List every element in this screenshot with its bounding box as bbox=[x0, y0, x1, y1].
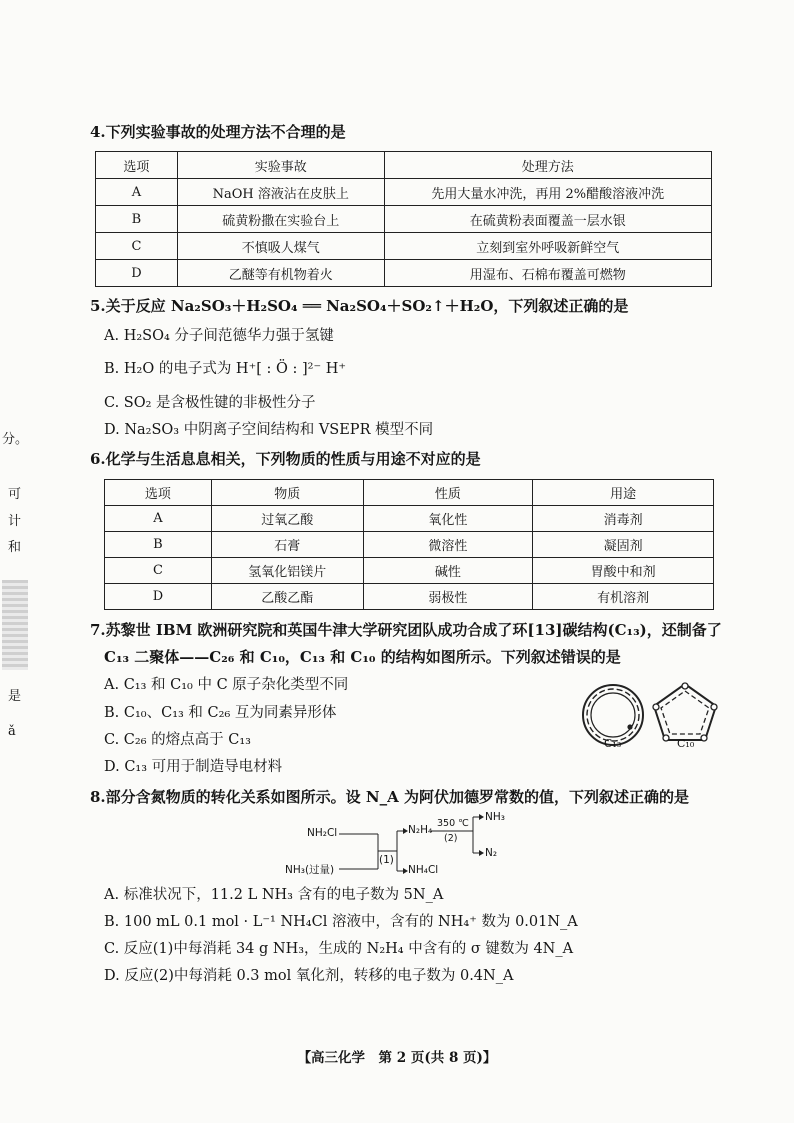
table-row bbox=[105, 584, 714, 610]
table-cell: 过氧乙酸 bbox=[211, 506, 363, 532]
q8-option-b: B. 100 mL 0.1 mol · L⁻¹ NH₄Cl 溶液中，含有的 NH₄⁺ 数为 0.01N_A bbox=[104, 914, 578, 930]
table-row bbox=[105, 532, 714, 558]
table-cell: 在硫黄粉表面覆盖一层水银 bbox=[384, 206, 711, 233]
table-cell: 弱极性 bbox=[363, 584, 533, 610]
scheme-product-nh4cl: NH₄Cl bbox=[408, 864, 439, 876]
q7-option-d: D. C₁₃ 可用于制造导电材料 bbox=[104, 759, 283, 775]
scheme-step1-label: (1) bbox=[379, 854, 394, 866]
table-cell: 微溶性 bbox=[363, 532, 533, 558]
scheme-condition: 350 ℃ bbox=[437, 818, 469, 829]
q5-option-c: C. SO₂ 是含极性键的非极性分子 bbox=[104, 395, 316, 411]
table-cell: C bbox=[105, 558, 212, 584]
q4-stem: 4.下列实验事故的处理方法不合理的是 bbox=[90, 123, 346, 141]
c13-label: C₁₃ bbox=[604, 737, 622, 750]
q6-stem: 6.化学与生活息息相关，下列物质的性质与用途不对应的是 bbox=[90, 450, 481, 468]
q7-stem-line1: 7.苏黎世 IBM 欧洲研究院和英国牛津大学研究团队成功合成了环[13]碳结构(C₁₃)，还制备了 bbox=[90, 621, 722, 639]
table-row bbox=[105, 558, 714, 584]
table-cell: D bbox=[105, 584, 212, 610]
margin-text-3: 计 bbox=[8, 514, 22, 529]
margin-text-6: ǎ bbox=[8, 724, 16, 739]
table-cell: 消毒剂 bbox=[533, 506, 714, 532]
q5-option-d: D. Na₂SO₃ 中阴离子空间结构和 VSEPR 模型不同 bbox=[104, 422, 434, 438]
q6-header-cell: 用途 bbox=[533, 480, 714, 506]
scheme-reactant-nh3: NH₃(过量) bbox=[285, 864, 335, 876]
table-cell: 乙酸乙酯 bbox=[211, 584, 363, 610]
q7-stem-line2: C₁₃ 二聚体——C₂₆ 和 C₁₀，C₁₃ 和 C₁₀ 的结构如图所示。下列叙述错误的是 bbox=[104, 648, 621, 666]
q4-header-row bbox=[96, 152, 712, 179]
table-cell: 不慎吸人煤气 bbox=[177, 233, 384, 260]
table-cell: 硫黄粉撒在实验台上 bbox=[177, 206, 384, 233]
scheme-product-n2h4: N₂H₄ bbox=[408, 824, 433, 836]
table-cell: C bbox=[96, 233, 178, 260]
table-cell: 碱性 bbox=[363, 558, 533, 584]
q4-header-cell: 实验事故 bbox=[177, 152, 384, 179]
table-cell: 先用大量水冲洗，再用 2%醋酸溶液冲洗 bbox=[384, 179, 711, 206]
table-cell: 氢氧化铝镁片 bbox=[211, 558, 363, 584]
margin-text-4: 和 bbox=[8, 540, 22, 555]
table-cell: 用湿布、石棉布覆盖可燃物 bbox=[384, 260, 711, 287]
table-cell: 凝固剂 bbox=[533, 532, 714, 558]
table-row bbox=[105, 506, 714, 532]
table-cell: 氧化性 bbox=[363, 506, 533, 532]
q5-option-b: B. H₂O 的电子式为 H⁺[ : Ö : ]²⁻ H⁺ bbox=[104, 361, 347, 377]
margin-text-2: 可 bbox=[8, 487, 22, 502]
table-cell: NaOH 溶液沾在皮肤上 bbox=[177, 179, 384, 206]
reaction-scheme bbox=[285, 811, 531, 883]
table-cell: 乙醚等有机物着火 bbox=[177, 260, 384, 287]
q7-option-c: C. C₂₆ 的熔点高于 C₁₃ bbox=[104, 732, 251, 748]
q8-option-a: A. 标准状况下，11.2 L NH₃ 含有的电子数为 5N_A bbox=[104, 887, 444, 903]
table-cell: 石膏 bbox=[211, 532, 363, 558]
q5-option-a: A. H₂SO₄ 分子间范德华力强于氢键 bbox=[104, 328, 334, 344]
table-row bbox=[96, 260, 712, 287]
table-cell: B bbox=[105, 532, 212, 558]
q4-header-cell: 选项 bbox=[96, 152, 178, 179]
table-cell: 有机溶剂 bbox=[533, 584, 714, 610]
q6-header-cell: 物质 bbox=[211, 480, 363, 506]
q6-table bbox=[104, 479, 714, 610]
q6-header-cell: 选项 bbox=[105, 480, 212, 506]
q4-table bbox=[95, 151, 712, 287]
scheme-reactant-nh2cl: NH₂Cl bbox=[307, 827, 338, 839]
scheme-product-n2: N₂ bbox=[485, 847, 498, 859]
table-cell: A bbox=[105, 506, 212, 532]
q6-header-cell: 性质 bbox=[363, 480, 533, 506]
table-cell: D bbox=[96, 260, 178, 287]
scheme-product-nh3: NH₃ bbox=[485, 811, 505, 823]
table-cell: A bbox=[96, 179, 178, 206]
q6-header-row bbox=[105, 480, 714, 506]
q5-stem: 5.关于反应 Na₂SO₃＋H₂SO₄ ══ Na₂SO₄＋SO₂↑＋H₂O，下列叙述正确的是 bbox=[90, 297, 629, 315]
table-row bbox=[96, 206, 712, 233]
margin-text-1: 分。 bbox=[2, 432, 29, 447]
table-cell: B bbox=[96, 206, 178, 233]
q8-stem: 8.部分含氮物质的转化关系如图所示。设 N_A 为阿伏加德罗常数的值，下列叙述正确的是 bbox=[90, 788, 689, 806]
q4-header-cell: 处理方法 bbox=[384, 152, 711, 179]
table-row bbox=[96, 179, 712, 206]
margin-text-5: 是 bbox=[8, 689, 22, 704]
page-footer: 【高三化学 第 2 页(共 8 页)】 bbox=[297, 1050, 497, 1066]
scheme-step2-label: (2) bbox=[444, 833, 458, 844]
q8-option-c: C. 反应(1)中每消耗 34 g NH₃，生成的 N₂H₄ 中含有的 σ 键数为 4N_A bbox=[104, 941, 574, 957]
table-cell: 胃酸中和剂 bbox=[533, 558, 714, 584]
q8-option-d: D. 反应(2)中每消耗 0.3 mol 氧化剂，转移的电子数为 0.4N_A bbox=[104, 968, 514, 984]
margin-scan-artifact bbox=[2, 580, 28, 670]
q7-option-a: A. C₁₃ 和 C₁₀ 中 C 原子杂化类型不同 bbox=[104, 677, 349, 693]
table-cell: 立刻到室外呼吸新鲜空气 bbox=[384, 233, 711, 260]
table-row bbox=[96, 233, 712, 260]
q7-option-b: B. C₁₀、C₁₃ 和 C₂₆ 互为同素异形体 bbox=[104, 705, 337, 721]
c10-label: C₁₀ bbox=[677, 737, 695, 750]
